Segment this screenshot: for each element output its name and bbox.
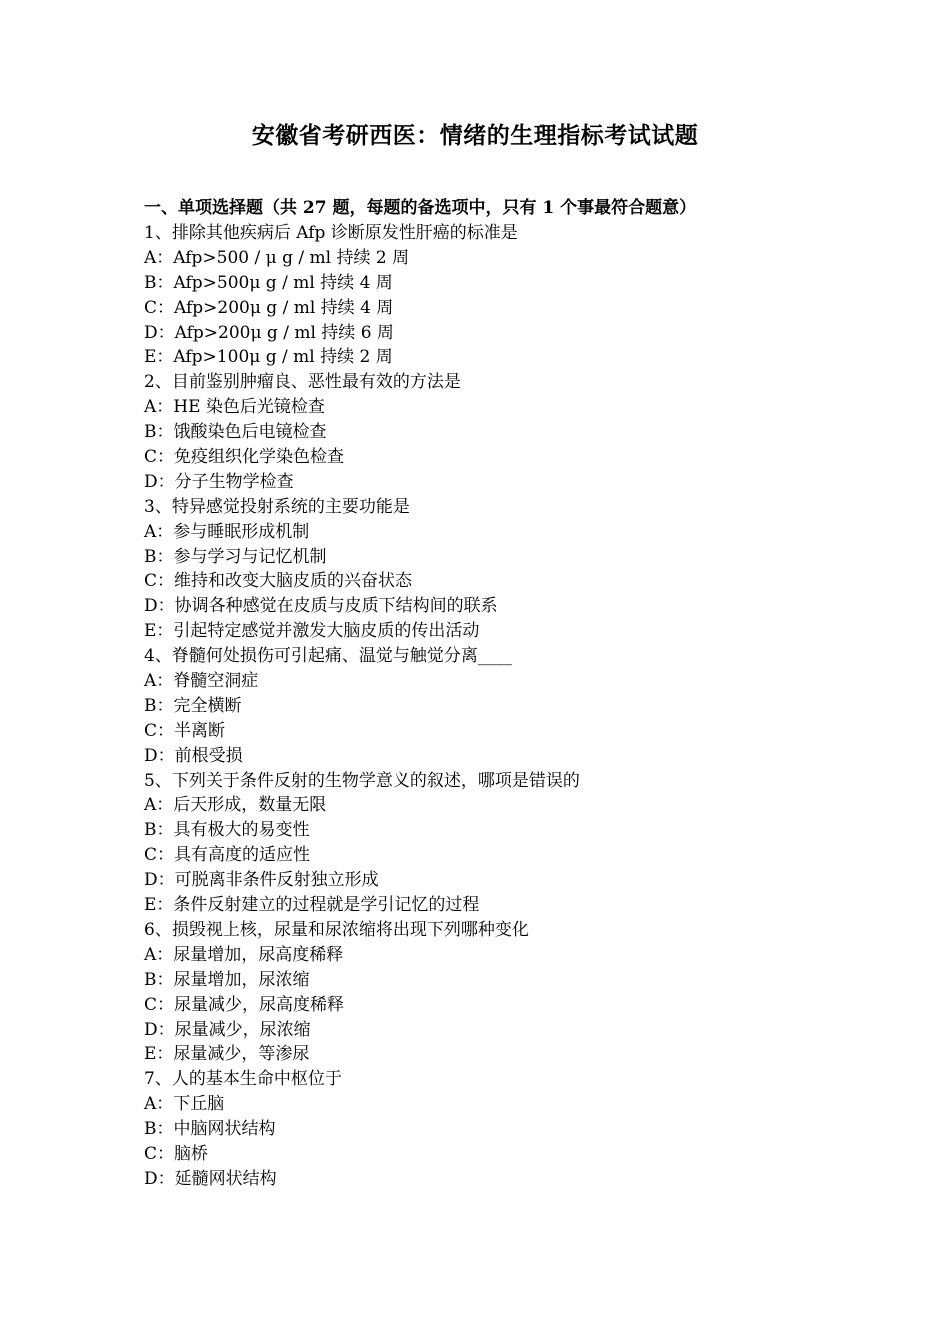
answer-option: A：参与睡眠形成机制 xyxy=(144,521,310,542)
question-stem: 1、排除其他疾病后 Afp 诊断原发性肝癌的标准是 xyxy=(144,223,518,243)
question-stem: 5、下列关于条件反射的生物学意义的叙述，哪项是错误的 xyxy=(144,770,580,791)
answer-option: D：分子生物学检查 xyxy=(144,471,294,492)
answer-option: B：饿酸染色后电镜检查 xyxy=(144,422,327,443)
answer-option: A：Afp>500 / μ g / ml 持续 2 周 xyxy=(144,247,410,268)
question-stem: 7、人的基本生命中枢位于 xyxy=(144,1069,342,1090)
answer-option: A：HE 染色后光镜检查 xyxy=(144,397,325,418)
question-3 xyxy=(144,495,824,644)
document-body xyxy=(144,196,824,1192)
question-6 xyxy=(144,918,824,1067)
question-2 xyxy=(144,370,824,494)
answer-option: E：引起特定感觉并激发大脑皮质的传出活动 xyxy=(144,621,480,642)
answer-option: C：维持和改变大脑皮质的兴奋状态 xyxy=(144,571,413,592)
answer-option: A：后天形成，数量无限 xyxy=(144,795,327,816)
answer-option: B：完全横断 xyxy=(144,695,242,716)
question-5 xyxy=(144,769,824,918)
answer-option: B：中脑网状结构 xyxy=(144,1119,276,1140)
question-stem: 6、损毁视上核，尿量和尿浓缩将出现下列哪种变化 xyxy=(144,919,529,940)
answer-option: D：Afp>200μ g / ml 持续 6 周 xyxy=(144,322,394,343)
answer-option: C：具有高度的适应性 xyxy=(144,845,311,866)
answer-option: B：参与学习与记忆机制 xyxy=(144,546,327,567)
answer-option: E：条件反射建立的过程就是学引记忆的过程 xyxy=(144,895,480,916)
question-stem: 2、目前鉴别肿瘤良、恶性最有效的方法是 xyxy=(144,372,461,393)
answer-option: A：下丘脑 xyxy=(144,1094,225,1115)
section-heading: 一、单项选择题（共 27 题，每题的备选项中，只有 1 个事最符合题意） xyxy=(144,198,697,218)
answer-option: C：免疫组织化学染色检查 xyxy=(144,447,345,468)
question-stem: 4、脊髓何处损伤可引起痛、温觉与触觉分离____ xyxy=(144,646,512,667)
question-1 xyxy=(144,221,824,370)
answer-option: C：Afp>200μ g / ml 持续 4 周 xyxy=(144,297,394,318)
question-stem: 3、特异感觉投射系统的主要功能是 xyxy=(144,496,410,517)
question-4 xyxy=(144,644,824,768)
answer-option: D：前根受损 xyxy=(144,745,243,766)
answer-option: B：尿量增加，尿浓缩 xyxy=(144,969,310,990)
answer-option: C：脑桥 xyxy=(144,1143,209,1164)
answer-option: D：协调各种感觉在皮质与皮质下结构间的联系 xyxy=(144,596,498,617)
answer-option: C：尿量减少，尿高度稀释 xyxy=(144,994,345,1015)
answer-option: E：Afp>100μ g / ml 持续 2 周 xyxy=(144,347,393,368)
answer-option: A：脊髓空洞症 xyxy=(144,671,259,692)
answer-option: D：可脱离非条件反射独立形成 xyxy=(144,870,379,891)
question-7 xyxy=(144,1067,824,1191)
answer-option: B：具有极大的易变性 xyxy=(144,820,310,841)
answer-option: C：半离断 xyxy=(144,720,226,741)
answer-option: A：尿量增加，尿高度稀释 xyxy=(144,944,344,965)
answer-option: D：尿量减少，尿浓缩 xyxy=(144,1019,311,1040)
document-title: 安徽省考研西医：情绪的生理指标考试试题 xyxy=(251,122,699,149)
answer-option: E：尿量减少，等渗尿 xyxy=(144,1044,310,1065)
answer-option: D：延髓网状结构 xyxy=(144,1168,277,1189)
answer-option: B：Afp>500μ g / ml 持续 4 周 xyxy=(144,272,393,293)
